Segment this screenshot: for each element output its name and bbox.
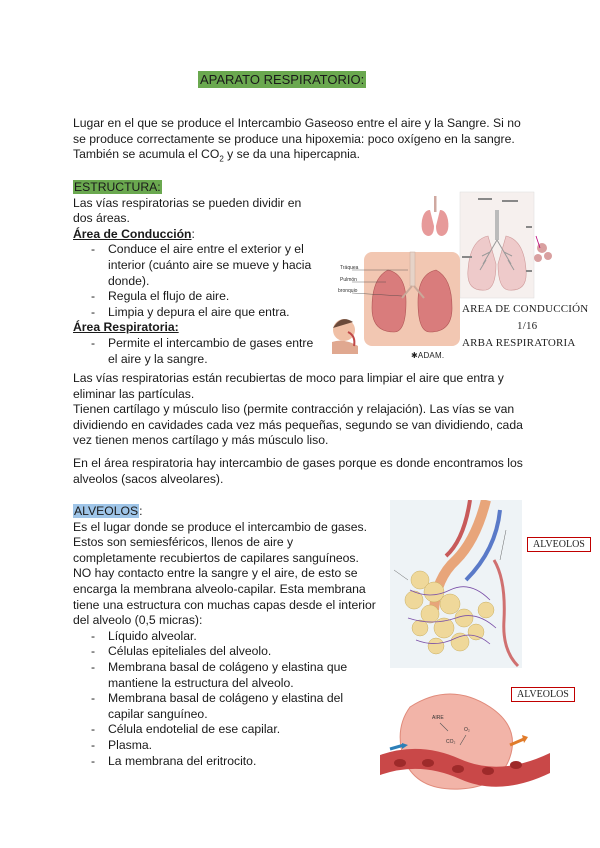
list-item: - Conduce el aire entre el exterior y el interior (cuánto aire se mueve y hacia donde). — [73, 242, 323, 289]
intro-line-1: Lugar en el que se produce el Intercambio Gaseoso entre el aire y la Sangre. Si no — [73, 116, 521, 130]
list-item: - La membrana del eritrocito. — [73, 754, 383, 770]
intro-line-2: se produce correctamente se produce una hipoxemia: poco oxígeno en la sangre. — [73, 131, 515, 146]
intro-paragraph — [73, 116, 553, 167]
moco-line-1: Las vías respiratorias están recubiertas de moco para limpiar el aire que entra y — [73, 371, 504, 385]
respiratoria-list — [73, 336, 323, 367]
list-item: - Líquido alveolar. — [73, 629, 383, 645]
estructura-paragraphs — [73, 371, 553, 487]
intro-line-3: También se acumula el $CO_2$ y se da una hipercapnia. — [73, 147, 360, 164]
list-item: - Membrana basal de colágeno y elastina que mantiene la estructura del alveolo. — [73, 660, 383, 691]
moco-line-2: eliminar las partículas. — [73, 386, 195, 401]
cartilago-line-2: dividiendo en cavidades cada vez más pequeñas, segundo se van dividiendo, cada — [73, 417, 523, 432]
alveoli-inset — [534, 236, 552, 262]
alveolos-line: tiene una estructura con muchas capas desde el interior — [73, 597, 376, 612]
bronchial-tree-diagram — [460, 192, 534, 298]
area-conduccion-label: AREA DE CONDUCCIÓN — [462, 303, 589, 315]
area-line-1: En el área respiratoria hay intercambio de gases porque es donde encontramos los — [73, 455, 523, 470]
air-label: AIRE — [432, 715, 444, 721]
estructura-line-2: dos áreas. — [73, 211, 130, 226]
alveolos-heading: ALVEOLOS: — [74, 504, 143, 518]
o2-label: O₂ — [464, 727, 470, 733]
list-item: - Regula el flujo de aire. — [73, 289, 323, 305]
estructura-line-1: Las vías respiratorias se pueden dividir en — [73, 195, 302, 210]
conduccion-heading: Área de Conducción: — [73, 226, 195, 241]
respiratoria-heading: Área Respiratoria: — [73, 320, 179, 335]
cartilago-line-3: vez tienen menos cartílago y más músculo liso. — [73, 433, 329, 448]
bronquio-label: bronquio — [338, 288, 358, 294]
conduccion-list — [73, 242, 323, 320]
co2-label: CO₂ — [446, 739, 456, 745]
torso-illustration — [338, 252, 460, 346]
list-item: - Permite el intercambio de gases entre el aire y la sangre. — [73, 336, 323, 367]
alveolos-box-label-1: ALVEOLOS — [527, 537, 591, 552]
membrana-layers-list — [73, 629, 383, 769]
alveolos-line: NO hay contacto entre la sangre y el aire, de esto se — [73, 566, 358, 581]
list-item: - Plasma. — [73, 738, 383, 754]
alveolos-line: Estos son semiesféricos, llenos de aire y — [73, 535, 294, 550]
alveolos-line: Es el lugar donde se produce el intercambio de gases. — [73, 519, 368, 534]
alveolos-line: del alveolo (0,5 micras): — [73, 613, 203, 628]
area-respiratoria-label: ARBA RESPIRATORIA — [462, 337, 576, 349]
list-item: - Células epiteliales del alveolo. — [73, 644, 383, 660]
alveoli-cluster-figure — [390, 500, 522, 668]
page-title: APARATO RESPIRATORIO: — [200, 72, 365, 87]
list-item: - Membrana basal de colágeno y elastina del capilar sanguíneo. — [73, 691, 383, 722]
alveolos-line: encarga la membrana alveolo-capilar. Esta membrana — [73, 581, 366, 596]
area-line-2: alveolos (sacos alveolares). — [73, 471, 224, 486]
fraction-label: 1/16 — [517, 320, 538, 332]
list-item: - Limpia y depura el aire que entra. — [73, 305, 323, 321]
pulmon-label: Pulmón — [340, 277, 357, 283]
adam-logo-text: ✱ADAM. — [411, 351, 445, 360]
adam-star-icon: ✱ — [411, 351, 418, 360]
alveolos-section — [73, 504, 383, 769]
gas-exchange-figure — [380, 687, 550, 797]
alveolos-box-label-2: ALVEOLOS — [511, 687, 575, 702]
estructura-section — [73, 180, 323, 367]
head-profile-illustration — [332, 319, 358, 354]
small-lungs-icon — [422, 196, 449, 236]
alveolos-line: completamente recubiertos de capilares sanguíneos. — [73, 550, 359, 565]
traquea-label: Tráquea — [340, 265, 359, 271]
cartilago-line-1: Tienen cartílago y músculo liso (permite contracción y relajación). Las vías se van — [73, 402, 515, 417]
estructura-heading: ESTRUCTURA: — [74, 180, 161, 194]
list-item: - Célula endotelial de ese capilar. — [73, 722, 383, 738]
